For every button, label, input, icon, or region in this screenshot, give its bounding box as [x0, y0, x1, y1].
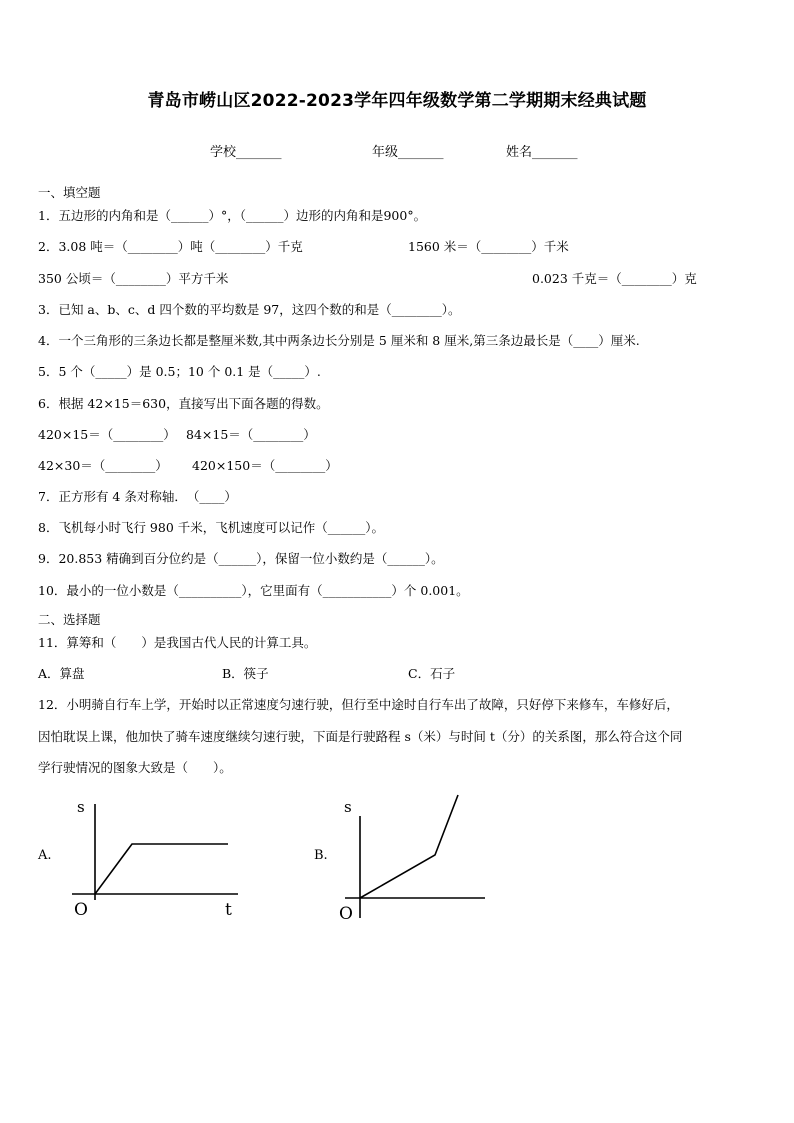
school-field: 学校_______: [210, 145, 282, 160]
question-12-line-1: 12．小明骑自行车上学，开始时以正常速度匀速行驶，但行至中途时自行车出了故障，只好停下来修车，车修好后，: [38, 697, 679, 712]
grade-field: 年级_______: [372, 145, 444, 160]
question-6-item-a: 420×15＝（________）: [38, 427, 176, 442]
question-3: 3．已知 a、b、c、d 四个数的平均数是 97，这四个数的和是（________）。: [38, 302, 461, 317]
graph-a-curve: [95, 844, 228, 894]
graph-b-y-label: s: [344, 798, 352, 816]
question-2-part-c: 350 公顷＝（________）平方千米: [38, 271, 229, 286]
graph-b: [335, 788, 495, 928]
graph-a: [60, 790, 250, 925]
question-8: 8．飞机每小时飞行 980 千米，飞机速度可以记作（______）。: [38, 520, 385, 535]
question-11-option-b: B．筷子: [222, 666, 269, 681]
question-6-item-d: 420×150＝（________）: [192, 458, 338, 473]
question-4: 4．一个三角形的三条边长都是整厘米数,其中两条边长分别是 5 厘米和 8 厘米,第三条边最长是（____）厘米.: [38, 333, 640, 348]
question-2-part-d: 0.023 千克＝（________）克: [532, 271, 697, 286]
graph-a-y-label: s: [77, 798, 85, 816]
question-6: 6．根据 42×15＝630，直接写出下面各题的得数。: [38, 396, 329, 411]
question-12-line-3: 学行驶情况的图象大致是（ ）。: [38, 760, 232, 775]
question-7: 7．正方形有 4 条对称轴． （____）: [38, 489, 237, 504]
question-11-option-a: A．算盘: [38, 666, 85, 681]
graph-a-origin-label: O: [74, 900, 88, 920]
question-6-item-c: 42×30＝（________）: [38, 458, 168, 473]
question-6-item-b: 84×15＝（________）: [186, 427, 316, 442]
question-10: 10．最小的一位小数是（__________），它里面有（___________）个 0.001。: [38, 583, 469, 598]
graph-a-x-label: t: [225, 900, 232, 920]
name-field: 姓名_______: [506, 145, 578, 160]
graph-b-option-label: B.: [314, 848, 328, 863]
graph-b-curve: [360, 795, 458, 898]
graph-a-option-label: A.: [38, 848, 52, 863]
question-5: 5．5 个（_____）是 0.5；10 个 0.1 是（_____）.: [38, 364, 321, 379]
question-2-part-a: 2．3.08 吨＝（________）吨（________）千克: [38, 239, 303, 254]
question-11-option-c: C．石子: [408, 666, 456, 681]
question-12-line-2: 因怕耽误上课，他加快了骑车速度继续匀速行驶，下面是行驶路程 s（米）与时间 t（分）的关系图，那么符合这个同: [38, 729, 683, 744]
section-multiple-choice: 二、选择题: [38, 612, 101, 627]
graph-b-origin-label: O: [339, 904, 353, 924]
question-1: 1．五边形的内角和是（______）°，（______）边形的内角和是900°。: [38, 208, 427, 223]
page-title: 青岛市崂山区2022-2023学年四年级数学第二学期期末经典试题: [147, 91, 647, 111]
section-fill-in: 一、填空题: [38, 185, 101, 200]
question-11: 11．算筹和（ ）是我国古代人民的计算工具。: [38, 635, 317, 650]
question-9: 9．20.853 精确到百分位约是（______），保留一位小数约是（______）。: [38, 551, 444, 566]
question-2-part-b: 1560 米＝（________）千米: [408, 239, 569, 254]
